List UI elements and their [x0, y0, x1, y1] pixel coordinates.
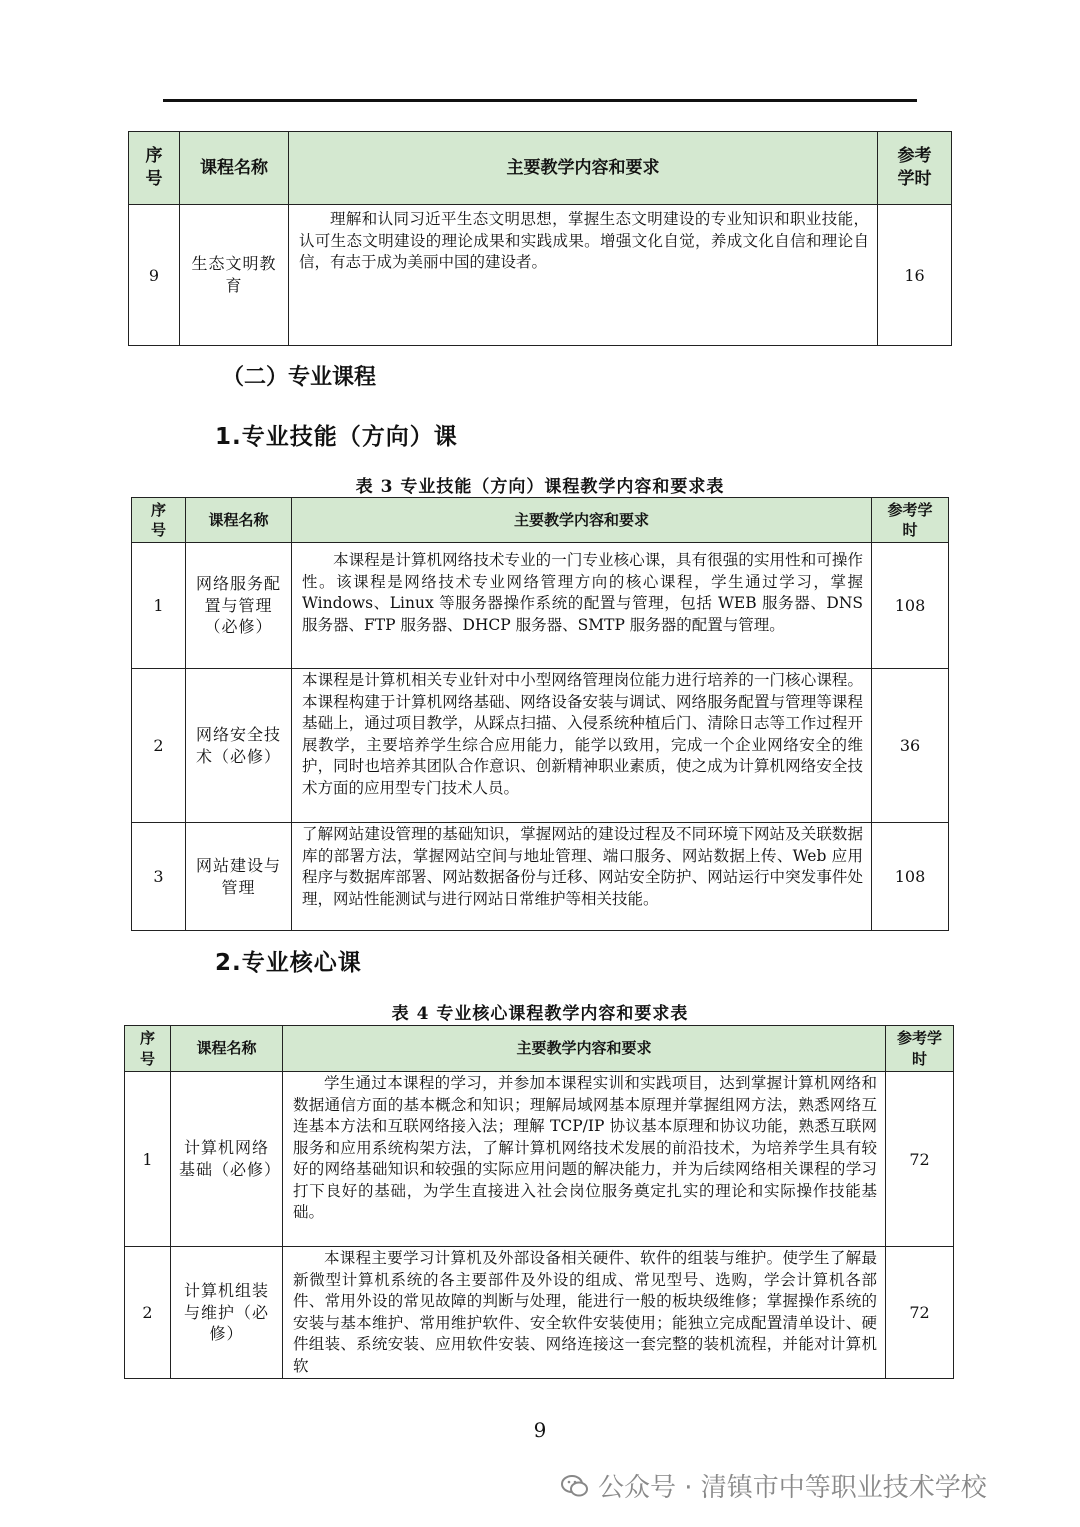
- section-heading: （二）专业课程: [222, 365, 377, 390]
- header-hours: 参考学时: [878, 132, 952, 205]
- row-seq: 3: [132, 823, 186, 931]
- table3-caption: 表 3 专业技能（方向）课程教学内容和要求表: [355, 477, 725, 497]
- table-row: [125, 1247, 954, 1379]
- table-row: [125, 1072, 954, 1247]
- row-seq: 1: [125, 1072, 171, 1247]
- row-hours: 72: [886, 1247, 954, 1379]
- row-seq: 2: [125, 1247, 171, 1379]
- row-name: 计算机组装与维护（必修）: [171, 1247, 283, 1379]
- subsection-heading-2: 2.专业核心课: [215, 950, 362, 976]
- header-rule: [163, 99, 917, 102]
- header-seq: 序号: [129, 132, 180, 205]
- row-content: 本课程是计算机网络技术专业的一门专业核心课，具有很强的实用性和可操作性。该课程是网络技术专业网络管理方向的核心课程，学生通过学习，掌握Windows、Linux 等服务器操作系统的配置与管理，包括 WEB 服务器、DNS 服务器、FTP 服务器、DHCP 服务器、SMTP 服务器的配置与管理。: [302, 551, 863, 634]
- subsection-heading-1: 1.专业技能（方向）课: [215, 424, 458, 450]
- table4: [124, 1025, 954, 1379]
- table-row: [132, 669, 949, 823]
- row-hours: 72: [886, 1072, 954, 1247]
- row-name: 网络安全技术（必修）: [186, 669, 292, 823]
- row-hours: 36: [872, 669, 949, 823]
- header-content: 主要教学内容和要求: [292, 498, 872, 543]
- wechat-icon: [560, 1471, 590, 1501]
- row-hours: 108: [872, 543, 949, 669]
- watermark-text: 公众号 · 清镇市中等职业技术学校: [598, 1473, 987, 1503]
- row-content: 理解和认同习近平生态文明思想，掌握生态文明建设的专业知识和职业技能，认可生态文明建设的理论成果和实践成果。增强文化自觉，养成文化自信和理论自信，有志于成为美丽中国的建设者。: [299, 210, 869, 271]
- header-hours: 参考学时: [872, 498, 949, 543]
- row-content: 了解网站建设管理的基础知识，掌握网站的建设过程及不同环境下网站及关联数据库的部署方法，掌握网站空间与地址管理、端口服务、网站数据上传、Web 应用程序与数据库部署、网站数据备份与迁移、网站安全防护、网站运行中突发事件处理，网站性能测试与进行网站日常维护等相关技能。: [302, 825, 863, 908]
- watermark: [560, 1467, 987, 1504]
- header-seq: 序号: [132, 498, 186, 543]
- row-hours: 108: [872, 823, 949, 931]
- page-number: 9: [533, 1418, 547, 1442]
- header-hours: 参考学时: [886, 1026, 954, 1072]
- row-content: 本课程主要学习计算机及外部设备相关硬件、软件的组装与维护。使学生了解最新微型计算机系统的各主要部件及外设的组成、常见型号、选购，学会计算机各部件、常用外设的常见故障的判断与处理，能进行一般的板块级维修；掌握操作系统的安装与基本维护、常用维护软件、安全软件安装使用；能独立完成配置清单设计、硬件组装、系统安装、应用软件安装、网络连接这一套完整的装机流程，并能对计算机软: [293, 1249, 877, 1375]
- row-name: 网络服务配置与管理（必修）: [186, 543, 292, 669]
- row-content: 学生通过本课程的学习，并参加本课程实训和实践项目，达到掌握计算机网络和数据通信方面的基本概念和知识；理解局域网基本原理并掌握组网方法，熟悉网络互连基本方法和互联网络接入法；理解 TCP/IP 协议基本原理和协议功能，熟悉互联网服务和应用系统构架方法，了解计算机网络技术发展的前沿技术，为培养学生具有较好的网络基础知识和较强的实际应用问题的解决能力，并为后续网络相关课程的学习打下良好的基础，为学生直接进入社会岗位服务奠定扎实的理论和实际操作技能基础。: [293, 1074, 877, 1221]
- row-seq: 9: [129, 205, 180, 346]
- row-seq: 2: [132, 669, 186, 823]
- header-content: 主要教学内容和要求: [283, 1026, 886, 1072]
- table-row: [132, 543, 949, 669]
- row-seq: 1: [132, 543, 186, 669]
- header-name: 课程名称: [171, 1026, 283, 1072]
- header-seq: 序号: [125, 1026, 171, 1072]
- table-continued: [128, 131, 952, 346]
- row-name: 计算机网络基础（必修）: [171, 1072, 283, 1247]
- row-hours: 16: [878, 205, 952, 346]
- header-content: 主要教学内容和要求: [289, 132, 878, 205]
- row-name: 网站建设与管理: [186, 823, 292, 931]
- table3: [131, 497, 949, 931]
- table-row: [132, 823, 949, 931]
- row-name: 生态文明教育: [180, 205, 289, 346]
- row-content: 本课程是计算机相关专业针对中小型网络管理岗位能力进行培养的一门核心课程。本课程构建于计算机网络基础、网络设备安装与调试、网络服务配置与管理等课程基础上，通过项目教学，从踩点扫描、入侵系统种植后门、清除日志等工作过程开展教学，主要培养学生综合应用能力，能学以致用，完成一个企业网络安全的维护，同时也培养其团队合作意识、创新精神职业素质，使之成为计算机网络安全技术方面的应用型专门技术人员。: [302, 671, 863, 797]
- table4-caption: 表 4 专业核心课程教学内容和要求表: [391, 1004, 689, 1024]
- table-row: [129, 205, 952, 346]
- header-name: 课程名称: [180, 132, 289, 205]
- header-name: 课程名称: [186, 498, 292, 543]
